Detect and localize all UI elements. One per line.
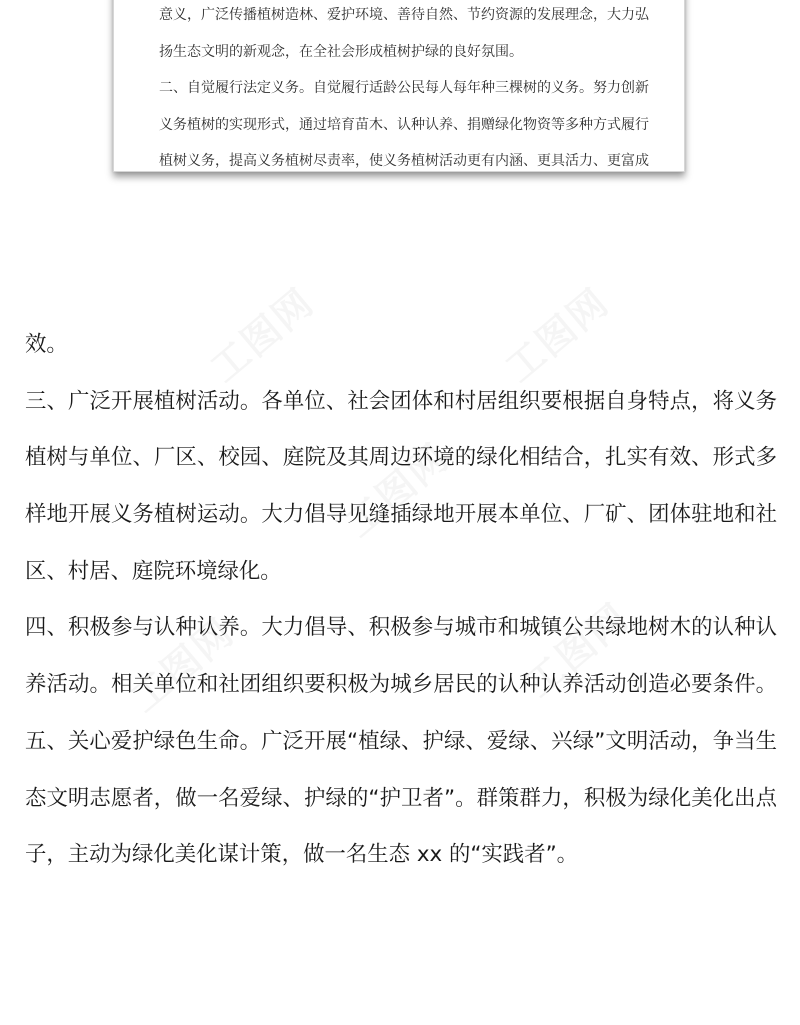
preview-text-line: 扬生态文明的新观念，在全社会形成植树护绿的良好氛围。 — [159, 43, 523, 60]
body-text-line: 态文明志愿者，做一名爱绿、护绿的“护卫者”。群策群力，积极为绿化美化出点 — [25, 785, 777, 811]
body-text-line: 三、广泛开展植树活动。各单位、社会团体和村居组织要根据自身特点，将义务 — [25, 388, 777, 414]
body-text-line: 五、关心爱护绿色生命。广泛开展“植绿、护绿、爱绿、兴绿”文明活动，争当生 — [25, 728, 777, 754]
preview-text-line: 义务植树的实现形式，通过培育苗木、认种认养、捐赠绿化物资等多种方式履行 — [159, 116, 649, 133]
watermark: 工图网 — [497, 279, 618, 391]
watermark: 工图网 — [202, 279, 323, 391]
page-preview-card — [113, 0, 685, 172]
body-text-line: 区、村居、庭院环境绿化。 — [25, 558, 282, 584]
watermark: 工图网 — [517, 594, 638, 706]
watermark: 工图网 — [337, 434, 458, 546]
preview-text-line: 意义，广泛传播植树造林、爱护环境、善待自然、节约资源的发展理念，大力弘 — [159, 7, 649, 23]
preview-text-line: 植树义务，提高义务植树尽责率，使义务植树活动更有内涵、更具活力、更富成 — [159, 153, 649, 169]
document-body — [25, 317, 777, 884]
body-text-line: 样地开展义务植树运动。大力倡导见缝插绿地开展本单位、厂矿、团体驻地和社 — [25, 502, 777, 528]
watermark: 工图网 — [122, 609, 243, 721]
body-text-line: 养活动。相关单位和社团组织要积极为城乡居民的认种认养活动创造必要条件。 — [25, 672, 777, 698]
preview-text-line: 二、自觉履行法定义务。自觉履行适龄公民每人每年种三棵树的义务。努力创新 — [159, 80, 649, 96]
body-text-line: 四、积极参与认种认养。大力倡导、积极参与城市和城镇公共绿地树木的认种认 — [25, 615, 777, 641]
body-text-line: 子，主动为绿化美化谋计策，做一名生态 xx 的“实践者”。 — [25, 842, 579, 868]
body-text-line: 效。 — [25, 332, 68, 357]
preview-text-block — [159, 0, 649, 172]
body-text-line: 植树与单位、厂区、校园、庭院及其周边环境的绿化相结合，扎实有效、形式多 — [25, 445, 777, 471]
